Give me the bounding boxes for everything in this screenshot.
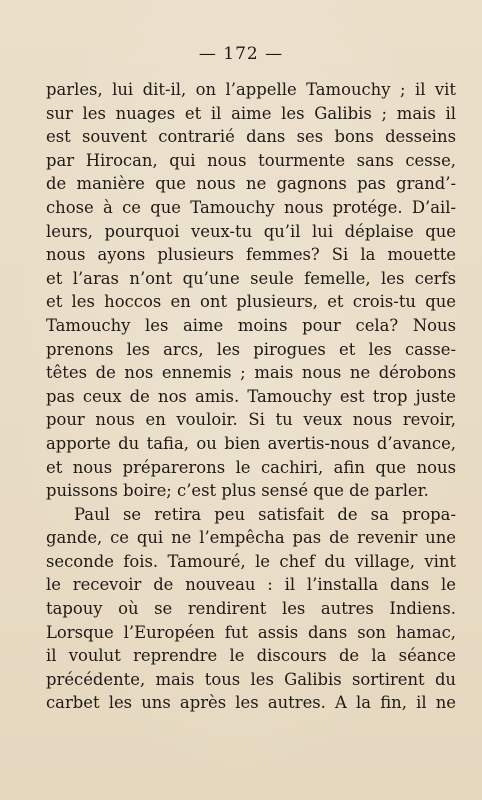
- text-line: et l’aras n’ont qu’une seule femelle, les cerfs: [46, 268, 456, 288]
- text-line: et les hoccos en ont plusieurs, et crois-tu que: [46, 292, 456, 312]
- text-line: sur les nuages et il aime les Galibis ; mais il: [46, 103, 456, 123]
- text-line: leurs, pourquoi veux-tu qu’il lui déplaise que: [46, 221, 456, 241]
- text-line: têtes de nos ennemis ; mais nous ne dérobons: [46, 363, 456, 383]
- text-line: prenons les arcs, les pirogues et les casse-: [46, 339, 456, 359]
- text-line: le recevoir de nouveau : il l’installa dans le: [46, 575, 456, 595]
- text-line: par Hirocan, qui nous tourmente sans cesse,: [46, 150, 456, 170]
- text-line: Paul se retira peu satisfait de sa propa-: [74, 504, 456, 524]
- text-line: puissons boire; c’est plus sensé que de parler.: [46, 481, 429, 501]
- body-text: [46, 78, 456, 715]
- text-line: pour nous en vouloir. Si tu veux nous revoir,: [46, 410, 456, 430]
- text-line: seconde fois. Tamouré, le chef du village, vint: [46, 551, 456, 571]
- text-line: pas ceux de nos amis. Tamouchy est trop juste: [46, 386, 456, 406]
- page-number: — 172 —: [198, 44, 284, 64]
- text-line: de manière que nous ne gagnons pas grand’-: [46, 174, 456, 194]
- text-line: tapouy où se rendirent les autres Indiens.: [46, 599, 456, 619]
- text-line: Lorsque l’Européen fut assis dans son hamac,: [46, 622, 456, 642]
- text-line: carbet les uns après les autres. A la fin, il ne: [46, 693, 456, 713]
- text-line: Tamouchy les aime moins pour cela? Nous: [46, 315, 456, 335]
- text-line: précédente, mais tous les Galibis sortirent du: [46, 669, 456, 689]
- text-line: parles, lui dit-il, on l’appelle Tamouchy ; il vit: [46, 80, 456, 99]
- text-line: apporte du tafia, ou bien avertis-nous d’avance,: [46, 433, 456, 453]
- text-line: il voulut reprendre le discours de la séance: [46, 646, 456, 666]
- text-line: et nous préparerons le cachiri, afin que nous: [46, 457, 456, 477]
- text-line: chose à ce que Tamouchy nous protége. D’ail-: [46, 197, 456, 217]
- text-line: est souvent contrarié dans ses bons desseins: [46, 127, 456, 147]
- text-line: gande, ce qui ne l’empêcha pas de revenir une: [46, 528, 456, 548]
- text-line: nous ayons plusieurs femmes? Si la mouette: [46, 245, 456, 265]
